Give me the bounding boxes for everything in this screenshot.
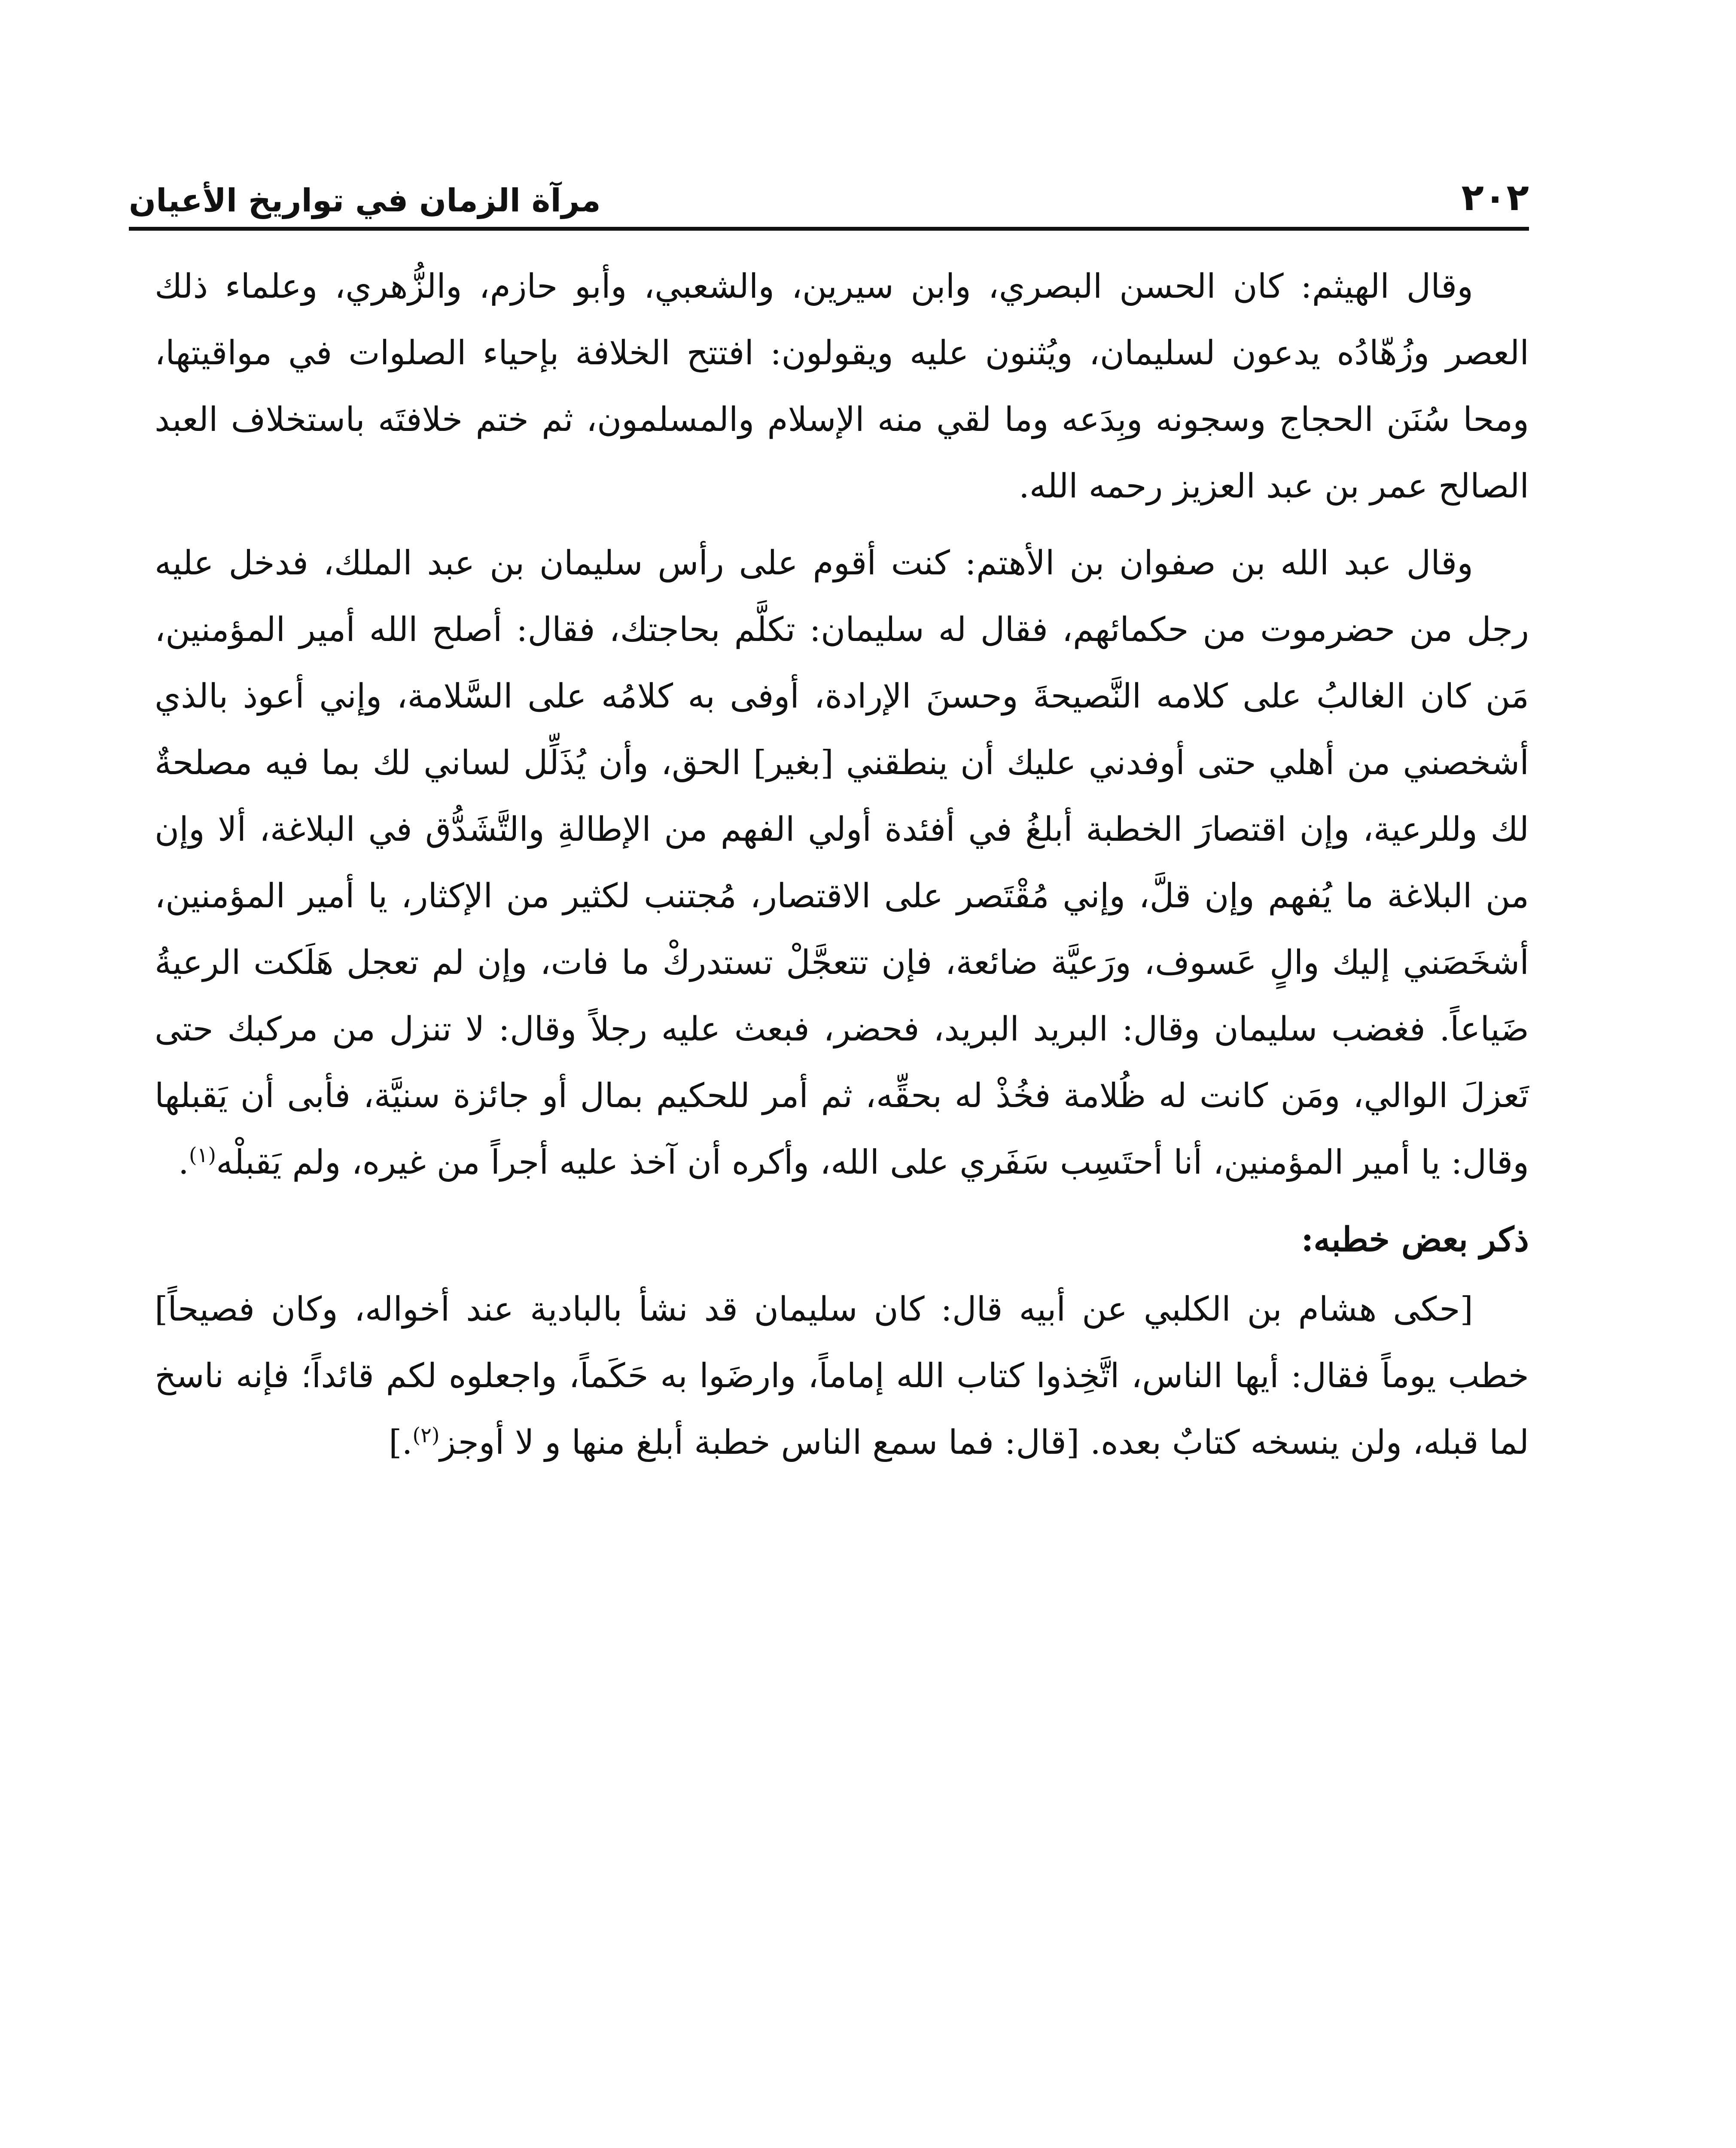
paragraph-haytham bbox=[155, 253, 1529, 520]
paragraph-safwan bbox=[155, 530, 1529, 1196]
main-text bbox=[155, 253, 1529, 1486]
page-number: ٢٠٢ bbox=[1461, 176, 1529, 219]
page-header bbox=[129, 159, 1529, 219]
paragraph-text: وقال عبد الله بن صفوان بن الأهتم: كنت أقوم على رأس سليمان بن عبد الملك، فدخل عليه رجل من حضرموت من حكمائهم، فقال له سليمان: تكلَّم بحاجتك، فقال: أصلح الله أمير المؤمنين، مَن كان الغالبُ على كلامه النَّصيحةَ وحسنَ الإرادة، أوفى به كلامُه على السَّلامة، وإني أعوذ بالذي أشخصني من أهلي حتى أوفدني عليك أن ينطقني [بغير] الحق، وأن يُذَلِّل لساني لك بما فيه مصلحةٌ لك وللرعية، وإن اقتصارَ الخطبة أبلغُ في أفئدة أولي الفهم من الإطالةِ والتَّشَدُّق في البلاغة، ألا وإن من البلاغة ما يُفهم وإن قلَّ، وإني مُقْتَصر على الاقتصار، مُجتنب لكثير من الإكثار، يا أمير المؤمنين، أشخَصَني إليك والٍ عَسوف، ورَعيَّة ضائعة، فإن تتعجَّلْ تستدركْ ما فات، وإن لم تعجل هَلَكت الرعيةُ ضَياعاً. فغضب سليمان وقال: البريد البريد، فحضر، فبعث عليه رجلاً وقال: لا تنزل من مركبك حتى تَعزلَ الوالي، ومَن كانت له ظُلامة فخُذْ له بحقِّه، ثم أمر للحكيم بمال أو جائزة سنيَّة، فأبى أن يَقبلها وقال: يا أمير المؤمنين، أنا أحتَسِب سَفَري على الله، وأكره أن آخذ عليه أجراً من غيره، ولم يَقبلْه bbox=[155, 544, 1529, 1182]
paragraph-sermon bbox=[155, 1276, 1529, 1476]
footnote-ref[interactable]: (٢) bbox=[412, 1423, 440, 1447]
paragraph-suffix: .] bbox=[389, 1423, 413, 1462]
paragraph-text: وقال الهيثم: كان الحسن البصري، وابن سيرين، والشعبي، وأبو حازم، والزُّهري، وعلماء ذلك العصر وزُهّادُه يدعون لسليمان، ويُثنون عليه ويقولون: افتتح الخلافة بإحياء الصلوات في مواقيتها، ومحا سُنَن الحجاج وسجونه وبِدَعه وما لقي منه الإسلام والمسلمون، ثم ختم خلافتَه باستخلاف العبد الصالح عمر بن عبد العزيز رحمه الله. bbox=[155, 267, 1529, 506]
paragraph-suffix: . bbox=[178, 1143, 189, 1182]
section-heading: ذكر بعض خطبه: bbox=[1301, 1220, 1529, 1259]
header-rule bbox=[129, 227, 1529, 231]
running-title: مرآة الزمان في تواريخ الأعيان bbox=[129, 182, 601, 219]
paragraph-text: [حكى هشام بن الكلبي عن أبيه قال: كان سليمان قد نشأ بالبادية عند أخواله، وكان فصيحاً] خطب يوماً فقال: أيها الناس، اتَّخِذوا كتاب الله إماماً، وارضَوا به حَكَماً، واجعلوه لكم قائداً؛ فإنه ناسخ لما قبله، ولن ينسخه كتابٌ بعده. [قال: فما سمع الناس خطبة أبلغ منها و لا أوجز bbox=[155, 1290, 1529, 1462]
footnote-ref[interactable]: (١) bbox=[189, 1143, 216, 1167]
